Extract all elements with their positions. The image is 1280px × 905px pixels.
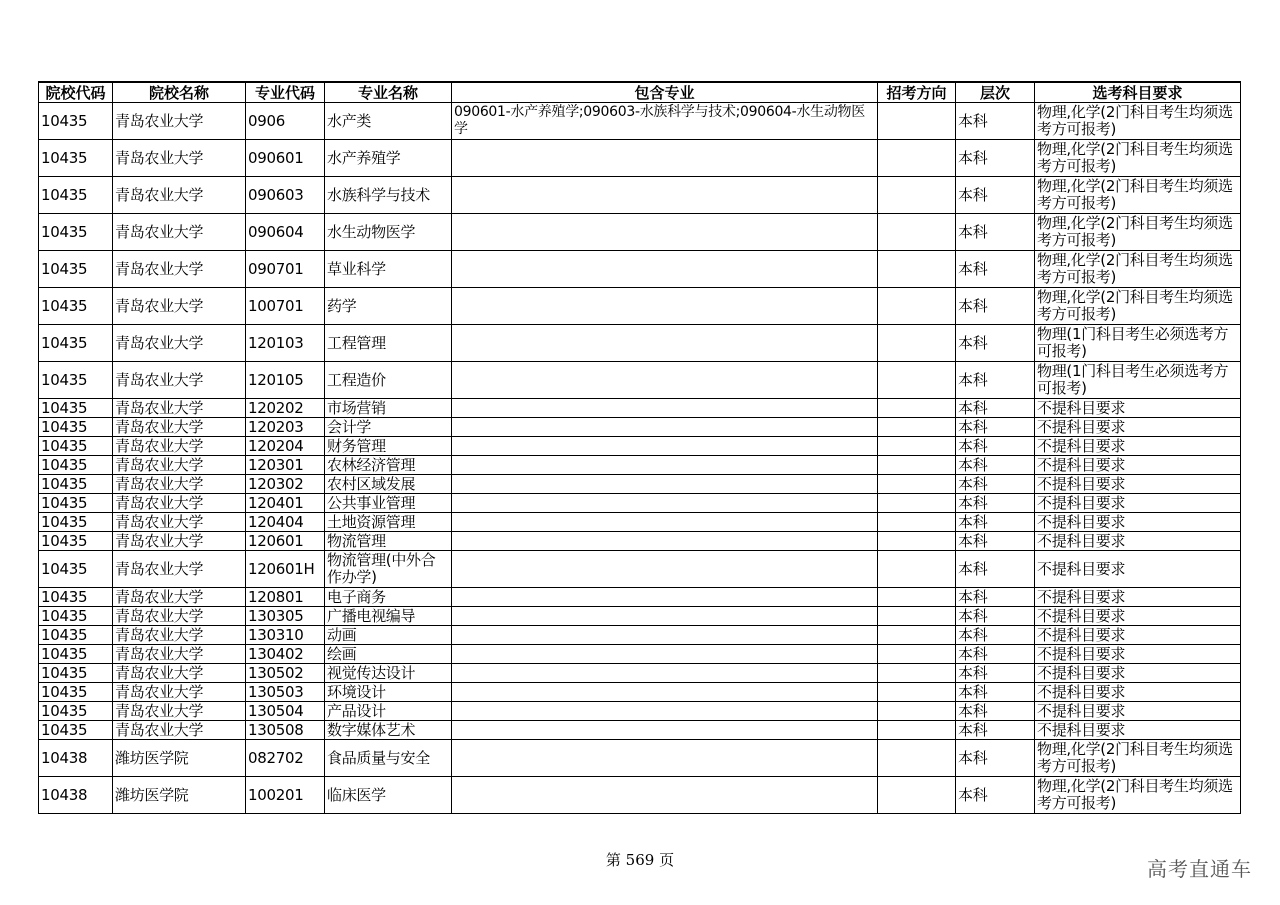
cell-level: 本科 [956, 177, 1035, 214]
cell-level: 本科 [956, 399, 1035, 418]
cell-included-majors [452, 362, 878, 399]
cell-level: 本科 [956, 214, 1035, 251]
cell-major-code: 130402 [246, 645, 325, 664]
cell-school-code: 10435 [39, 513, 113, 532]
cell-direction [878, 721, 956, 740]
cell-major-code: 130305 [246, 607, 325, 626]
cell-subject-requirement: 不提科目要求 [1035, 399, 1241, 418]
cell-included-majors [452, 177, 878, 214]
cell-major-code: 090701 [246, 251, 325, 288]
cell-major-name: 水生动物医学 [325, 214, 452, 251]
header-school-code: 院校代码 [39, 82, 113, 103]
cell-major-code: 120301 [246, 456, 325, 475]
cell-subject-requirement: 物理,化学(2门科目考生均须选考方可报考) [1035, 177, 1241, 214]
cell-school-name: 青岛农业大学 [113, 645, 246, 664]
cell-major-name: 产品设计 [325, 702, 452, 721]
cell-included-majors [452, 702, 878, 721]
header-included-majors: 包含专业 [452, 82, 878, 103]
cell-level: 本科 [956, 777, 1035, 814]
cell-direction [878, 475, 956, 494]
cell-included-majors [452, 551, 878, 588]
cell-school-name: 青岛农业大学 [113, 475, 246, 494]
cell-major-code: 120401 [246, 494, 325, 513]
cell-school-code: 10435 [39, 362, 113, 399]
cell-included-majors [452, 456, 878, 475]
cell-subject-requirement: 物理,化学(2门科目考生均须选考方可报考) [1035, 214, 1241, 251]
cell-direction [878, 702, 956, 721]
header-level: 层次 [956, 82, 1035, 103]
cell-level: 本科 [956, 626, 1035, 645]
cell-direction [878, 288, 956, 325]
cell-subject-requirement: 不提科目要求 [1035, 475, 1241, 494]
cell-major-name: 土地资源管理 [325, 513, 452, 532]
cell-school-name: 青岛农业大学 [113, 214, 246, 251]
cell-major-code: 100201 [246, 777, 325, 814]
cell-school-name: 青岛农业大学 [113, 140, 246, 177]
cell-included-majors [452, 399, 878, 418]
cell-major-code: 120404 [246, 513, 325, 532]
cell-included-majors [452, 251, 878, 288]
cell-major-code: 120302 [246, 475, 325, 494]
cell-direction [878, 437, 956, 456]
cell-school-name: 青岛农业大学 [113, 177, 246, 214]
cell-school-name: 青岛农业大学 [113, 362, 246, 399]
cell-school-name: 青岛农业大学 [113, 588, 246, 607]
cell-major-name: 物流管理 [325, 532, 452, 551]
cell-major-code: 120601 [246, 532, 325, 551]
cell-school-name: 青岛农业大学 [113, 551, 246, 588]
cell-included-majors [452, 325, 878, 362]
cell-subject-requirement: 不提科目要求 [1035, 645, 1241, 664]
cell-major-name: 农村区域发展 [325, 475, 452, 494]
cell-school-name: 青岛农业大学 [113, 532, 246, 551]
table-row [39, 418, 1241, 437]
table-row [39, 494, 1241, 513]
table-row [39, 664, 1241, 683]
table-row [39, 399, 1241, 418]
cell-level: 本科 [956, 288, 1035, 325]
cell-level: 本科 [956, 456, 1035, 475]
admission-requirements-table [38, 81, 1241, 814]
cell-school-code: 10435 [39, 437, 113, 456]
table-body [39, 103, 1241, 814]
cell-level: 本科 [956, 513, 1035, 532]
cell-major-code: 120202 [246, 399, 325, 418]
cell-subject-requirement: 不提科目要求 [1035, 702, 1241, 721]
cell-level: 本科 [956, 475, 1035, 494]
cell-direction [878, 140, 956, 177]
cell-school-code: 10435 [39, 103, 113, 140]
cell-school-name: 青岛农业大学 [113, 607, 246, 626]
watermark-logo-text: 高考直通车 [1147, 857, 1252, 881]
cell-major-name: 环境设计 [325, 683, 452, 702]
cell-included-majors [452, 626, 878, 645]
table-row [39, 607, 1241, 626]
cell-school-code: 10435 [39, 532, 113, 551]
table-row [39, 588, 1241, 607]
header-direction: 招考方向 [878, 82, 956, 103]
cell-major-name: 会计学 [325, 418, 452, 437]
cell-level: 本科 [956, 140, 1035, 177]
cell-major-name: 水族科学与技术 [325, 177, 452, 214]
cell-major-code: 082702 [246, 740, 325, 777]
cell-level: 本科 [956, 645, 1035, 664]
cell-direction [878, 551, 956, 588]
table-row [39, 513, 1241, 532]
cell-subject-requirement: 不提科目要求 [1035, 721, 1241, 740]
cell-included-majors [452, 664, 878, 683]
cell-subject-requirement: 物理,化学(2门科目考生均须选考方可报考) [1035, 288, 1241, 325]
cell-school-name: 潍坊医学院 [113, 740, 246, 777]
cell-major-name: 财务管理 [325, 437, 452, 456]
cell-subject-requirement: 不提科目要求 [1035, 456, 1241, 475]
cell-school-code: 10435 [39, 683, 113, 702]
cell-school-code: 10435 [39, 588, 113, 607]
cell-level: 本科 [956, 362, 1035, 399]
cell-major-name: 广播电视编导 [325, 607, 452, 626]
table-row [39, 177, 1241, 214]
cell-major-code: 120105 [246, 362, 325, 399]
table-header-row [39, 82, 1241, 103]
cell-major-code: 090604 [246, 214, 325, 251]
cell-major-code: 090603 [246, 177, 325, 214]
cell-major-name: 市场营销 [325, 399, 452, 418]
cell-major-name: 物流管理(中外合作办学) [325, 551, 452, 588]
cell-school-code: 10435 [39, 214, 113, 251]
cell-direction [878, 645, 956, 664]
cell-subject-requirement: 物理,化学(2门科目考生均须选考方可报考) [1035, 103, 1241, 140]
cell-direction [878, 325, 956, 362]
cell-major-code: 120103 [246, 325, 325, 362]
cell-major-name: 水产类 [325, 103, 452, 140]
cell-school-name: 青岛农业大学 [113, 399, 246, 418]
cell-subject-requirement: 不提科目要求 [1035, 532, 1241, 551]
header-subject-requirement: 选考科目要求 [1035, 82, 1241, 103]
cell-major-name: 水产养殖学 [325, 140, 452, 177]
cell-subject-requirement: 不提科目要求 [1035, 683, 1241, 702]
cell-major-name: 草业科学 [325, 251, 452, 288]
cell-school-name: 青岛农业大学 [113, 325, 246, 362]
table-row [39, 362, 1241, 399]
cell-direction [878, 664, 956, 683]
cell-direction [878, 513, 956, 532]
cell-subject-requirement: 物理,化学(2门科目考生均须选考方可报考) [1035, 140, 1241, 177]
cell-school-code: 10435 [39, 645, 113, 664]
header-school-name: 院校名称 [113, 82, 246, 103]
cell-direction [878, 777, 956, 814]
cell-included-majors [452, 683, 878, 702]
cell-subject-requirement: 不提科目要求 [1035, 494, 1241, 513]
cell-major-name: 视觉传达设计 [325, 664, 452, 683]
header-major-code: 专业代码 [246, 82, 325, 103]
cell-direction [878, 626, 956, 645]
cell-major-code: 130310 [246, 626, 325, 645]
table-row [39, 777, 1241, 814]
table-row [39, 475, 1241, 494]
cell-subject-requirement: 不提科目要求 [1035, 551, 1241, 588]
cell-school-name: 青岛农业大学 [113, 437, 246, 456]
cell-major-name: 食品质量与安全 [325, 740, 452, 777]
cell-school-code: 10435 [39, 288, 113, 325]
table-row [39, 626, 1241, 645]
cell-included-majors [452, 140, 878, 177]
cell-major-name: 数字媒体艺术 [325, 721, 452, 740]
cell-school-code: 10438 [39, 777, 113, 814]
cell-school-name: 青岛农业大学 [113, 103, 246, 140]
table-row [39, 325, 1241, 362]
cell-school-name: 青岛农业大学 [113, 626, 246, 645]
cell-major-name: 工程管理 [325, 325, 452, 362]
cell-school-name: 青岛农业大学 [113, 702, 246, 721]
table-row [39, 740, 1241, 777]
cell-major-code: 120203 [246, 418, 325, 437]
cell-major-name: 临床医学 [325, 777, 452, 814]
cell-direction [878, 532, 956, 551]
cell-direction [878, 362, 956, 399]
cell-direction [878, 740, 956, 777]
cell-school-code: 10435 [39, 475, 113, 494]
cell-level: 本科 [956, 532, 1035, 551]
cell-school-name: 青岛农业大学 [113, 664, 246, 683]
cell-major-name: 工程造价 [325, 362, 452, 399]
cell-included-majors [452, 645, 878, 664]
cell-school-code: 10435 [39, 626, 113, 645]
cell-level: 本科 [956, 607, 1035, 626]
cell-level: 本科 [956, 588, 1035, 607]
cell-direction [878, 588, 956, 607]
cell-direction [878, 251, 956, 288]
cell-direction [878, 607, 956, 626]
cell-subject-requirement: 不提科目要求 [1035, 588, 1241, 607]
cell-direction [878, 683, 956, 702]
cell-school-code: 10435 [39, 721, 113, 740]
cell-level: 本科 [956, 551, 1035, 588]
cell-direction [878, 494, 956, 513]
cell-level: 本科 [956, 702, 1035, 721]
cell-level: 本科 [956, 418, 1035, 437]
cell-included-majors [452, 777, 878, 814]
cell-school-name: 青岛农业大学 [113, 456, 246, 475]
cell-major-name: 农林经济管理 [325, 456, 452, 475]
cell-direction [878, 418, 956, 437]
cell-included-majors [452, 288, 878, 325]
table-row [39, 645, 1241, 664]
table-row [39, 551, 1241, 588]
cell-school-name: 青岛农业大学 [113, 288, 246, 325]
cell-included-majors [452, 588, 878, 607]
cell-included-majors [452, 721, 878, 740]
page-number: 第 569 页 [605, 851, 675, 869]
cell-direction [878, 177, 956, 214]
cell-subject-requirement: 物理(1门科目考生必须选考方可报考) [1035, 325, 1241, 362]
cell-level: 本科 [956, 740, 1035, 777]
cell-major-name: 公共事业管理 [325, 494, 452, 513]
cell-subject-requirement: 不提科目要求 [1035, 513, 1241, 532]
cell-major-name: 药学 [325, 288, 452, 325]
cell-included-majors [452, 532, 878, 551]
cell-school-code: 10435 [39, 456, 113, 475]
cell-major-code: 120801 [246, 588, 325, 607]
cell-school-name: 青岛农业大学 [113, 513, 246, 532]
cell-major-code: 130503 [246, 683, 325, 702]
cell-subject-requirement: 物理,化学(2门科目考生均须选考方可报考) [1035, 251, 1241, 288]
cell-direction [878, 214, 956, 251]
table-row [39, 214, 1241, 251]
cell-level: 本科 [956, 664, 1035, 683]
cell-major-name: 电子商务 [325, 588, 452, 607]
cell-subject-requirement: 不提科目要求 [1035, 437, 1241, 456]
cell-school-code: 10435 [39, 551, 113, 588]
cell-major-code: 120204 [246, 437, 325, 456]
cell-major-code: 0906 [246, 103, 325, 140]
cell-school-code: 10435 [39, 399, 113, 418]
cell-school-code: 10435 [39, 664, 113, 683]
cell-included-majors [452, 214, 878, 251]
cell-major-code: 090601 [246, 140, 325, 177]
cell-school-code: 10435 [39, 140, 113, 177]
table-row [39, 532, 1241, 551]
cell-level: 本科 [956, 494, 1035, 513]
cell-major-code: 130508 [246, 721, 325, 740]
table-row [39, 288, 1241, 325]
cell-school-name: 潍坊医学院 [113, 777, 246, 814]
cell-direction [878, 103, 956, 140]
cell-major-name: 动画 [325, 626, 452, 645]
cell-subject-requirement: 物理,化学(2门科目考生均须选考方可报考) [1035, 740, 1241, 777]
cell-major-name: 绘画 [325, 645, 452, 664]
cell-major-code: 120601H [246, 551, 325, 588]
table-row [39, 683, 1241, 702]
cell-school-name: 青岛农业大学 [113, 683, 246, 702]
cell-school-code: 10435 [39, 177, 113, 214]
cell-school-name: 青岛农业大学 [113, 251, 246, 288]
cell-included-majors [452, 475, 878, 494]
cell-level: 本科 [956, 437, 1035, 456]
cell-included-majors [452, 513, 878, 532]
cell-subject-requirement: 物理,化学(2门科目考生均须选考方可报考) [1035, 777, 1241, 814]
cell-level: 本科 [956, 251, 1035, 288]
table-row [39, 103, 1241, 140]
table-row [39, 721, 1241, 740]
cell-school-name: 青岛农业大学 [113, 494, 246, 513]
cell-subject-requirement: 不提科目要求 [1035, 607, 1241, 626]
cell-included-majors [452, 740, 878, 777]
cell-direction [878, 399, 956, 418]
cell-school-code: 10435 [39, 325, 113, 362]
table-row [39, 456, 1241, 475]
cell-level: 本科 [956, 325, 1035, 362]
cell-included-majors: 090601-水产养殖学;090603-水族科学与技术;090604-水生动物医学 [452, 103, 878, 140]
cell-included-majors [452, 418, 878, 437]
cell-school-code: 10435 [39, 607, 113, 626]
table-row [39, 437, 1241, 456]
cell-included-majors [452, 494, 878, 513]
cell-school-name: 青岛农业大学 [113, 721, 246, 740]
cell-included-majors [452, 607, 878, 626]
cell-school-code: 10435 [39, 702, 113, 721]
table-row [39, 251, 1241, 288]
cell-school-name: 青岛农业大学 [113, 418, 246, 437]
header-major-name: 专业名称 [325, 82, 452, 103]
cell-included-majors [452, 437, 878, 456]
cell-level: 本科 [956, 721, 1035, 740]
cell-major-code: 130502 [246, 664, 325, 683]
cell-subject-requirement: 不提科目要求 [1035, 418, 1241, 437]
cell-school-code: 10435 [39, 418, 113, 437]
cell-level: 本科 [956, 683, 1035, 702]
cell-school-code: 10435 [39, 494, 113, 513]
cell-subject-requirement: 物理(1门科目考生必须选考方可报考) [1035, 362, 1241, 399]
cell-subject-requirement: 不提科目要求 [1035, 626, 1241, 645]
cell-direction [878, 456, 956, 475]
cell-school-code: 10438 [39, 740, 113, 777]
cell-level: 本科 [956, 103, 1035, 140]
cell-major-code: 130504 [246, 702, 325, 721]
cell-major-code: 100701 [246, 288, 325, 325]
table-row [39, 702, 1241, 721]
table-row [39, 140, 1241, 177]
cell-school-code: 10435 [39, 251, 113, 288]
cell-subject-requirement: 不提科目要求 [1035, 664, 1241, 683]
